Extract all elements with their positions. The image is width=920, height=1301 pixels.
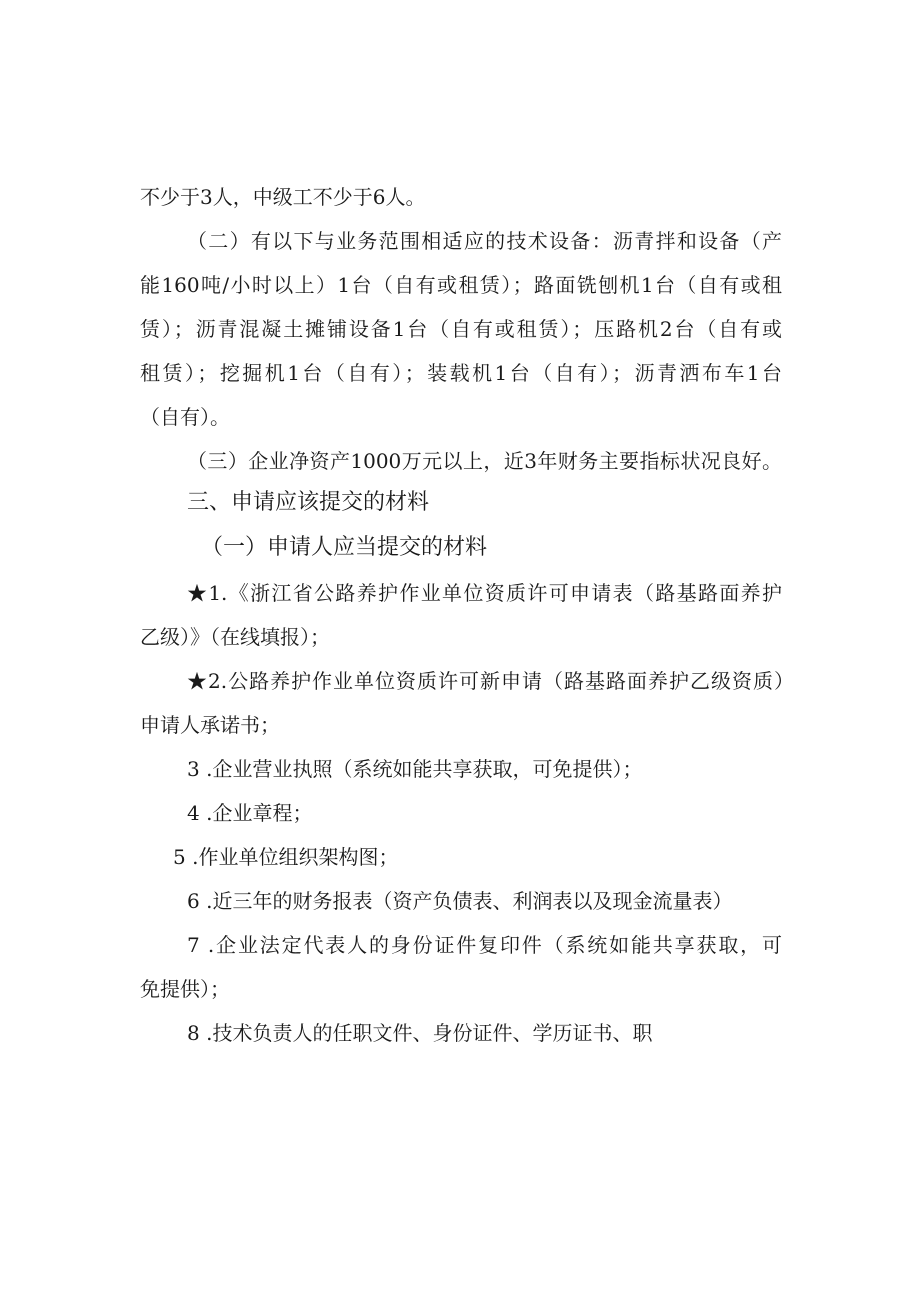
text-line-4: 赁）；沥青混凝土摊铺设备1台（自有或租赁）；压路机2台（自有或 [140, 317, 782, 341]
item-4: 4 .企业章程； [187, 801, 313, 825]
item-1-line-1: ★1.《浙江省公路养护作业单位资质许可申请表（路基路面养护 [187, 581, 782, 605]
item-1-line-2: 乙级）》（在线填报）； [140, 625, 330, 649]
item-6: 6 .近三年的财务报表（资产负债表、利润表以及现金流量表） [187, 889, 733, 913]
item-8-line-1: 8 .技术负责人的任职文件、身份证件、学历证书、职 [187, 1021, 653, 1045]
text-line-7: （三）企业净资产1000万元以上，近3年财务主要指标状况良好。 [187, 449, 782, 473]
item-3: 3 .企业营业执照（系统如能共享获取，可免提供）； [187, 757, 643, 781]
text-line-6: （自有）。 [140, 405, 230, 429]
item-7-line-2: 免提供）； [140, 977, 230, 1001]
text-line-2: （二）有以下与业务范围相适应的技术设备：沥青拌和设备（产 [187, 229, 782, 253]
item-5: 5 .作业单位组织架构图； [173, 845, 399, 869]
section-heading: 三、申请应该提交的材料 [187, 490, 430, 515]
item-7-line-1: 7 .企业法定代表人的身份证件复印件（系统如能共享获取，可 [187, 933, 782, 957]
text-line-1: 不少于3人，中级工不少于6人。 [140, 185, 426, 209]
text-line-3: 能160吨/小时以上）1台（自有或租赁）；路面铣刨机1台（自有或租 [140, 273, 782, 297]
text-line-5: 租赁）；挖掘机1台（自有）；装载机1台（自有）；沥青洒布车1台 [140, 361, 782, 385]
item-2-line-1: ★2.公路养护作业单位资质许可新申请（路基路面养护乙级资质） [187, 669, 794, 693]
subsection-heading: （一）申请人应当提交的材料 [201, 535, 488, 560]
item-2-line-2: 申请人承诺书； [140, 713, 280, 737]
